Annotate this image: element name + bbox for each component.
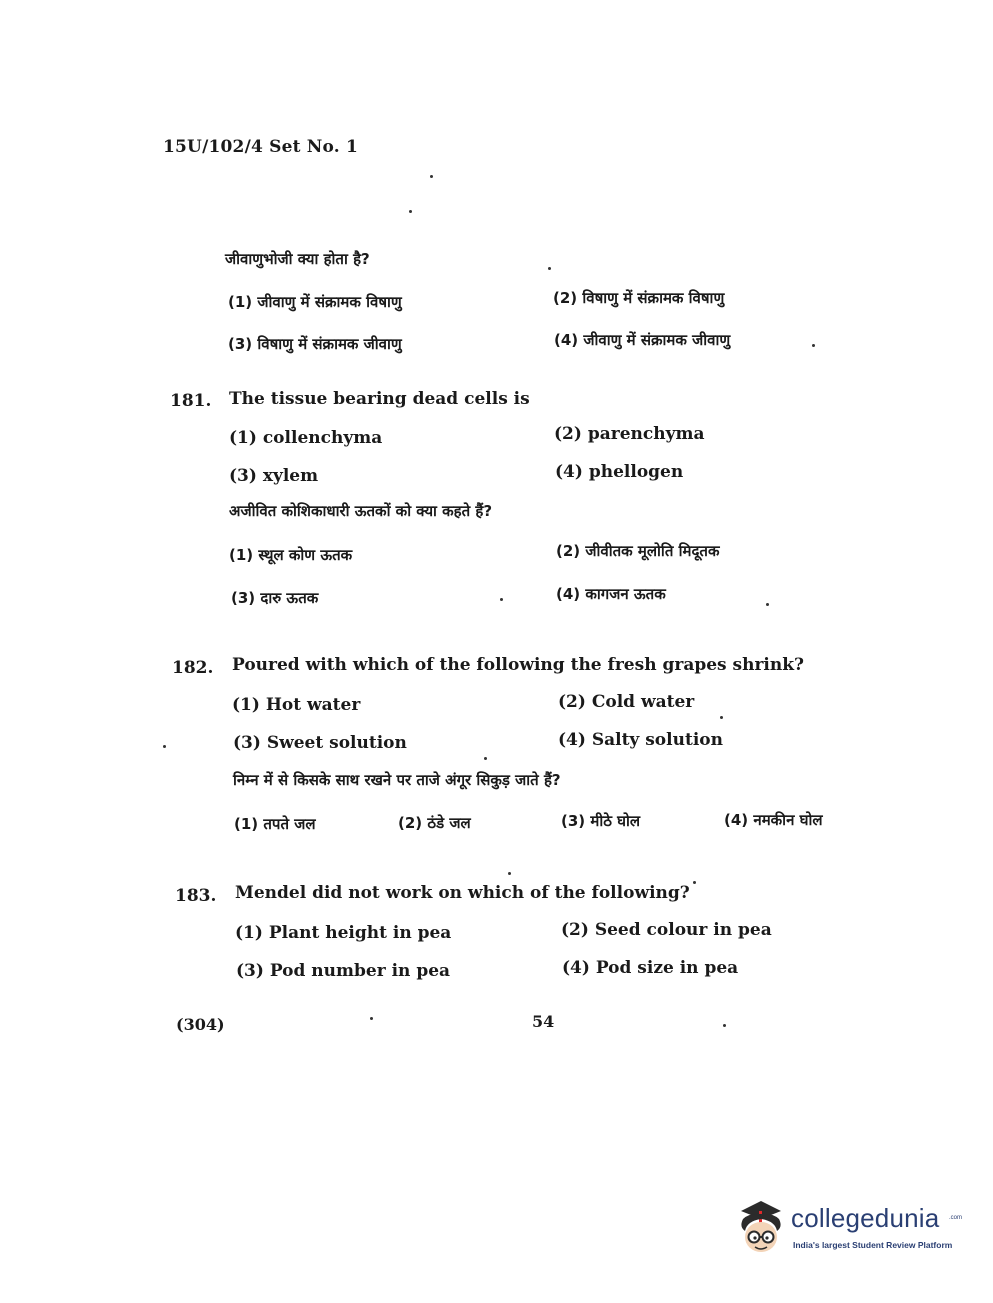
q182-option-1: (1) Hot water	[232, 695, 361, 715]
q181-option-1: (1) collenchyma	[229, 428, 383, 448]
q180-hindi-option-3: (3) विषाणु में संक्रामक जीवाणु	[228, 335, 402, 353]
scan-speck	[430, 175, 433, 178]
logo-domain: .com	[949, 1215, 963, 1221]
q181-option-3: (3) xylem	[229, 466, 319, 486]
q182-question: Poured with which of the following the fresh grapes shrink?	[232, 655, 804, 675]
q183-option-1: (1) Plant height in pea	[235, 923, 452, 943]
q183-number: 183.	[175, 886, 217, 906]
q183-question: Mendel did not work on which of the following?	[235, 883, 690, 903]
q181-option-2: (2) parenchyma	[554, 424, 705, 444]
q181-hindi-option-2: (2) जीवीतक मूलोति मिदूतक	[556, 542, 720, 560]
scan-speck	[163, 745, 166, 748]
footer-paper-code: (304)	[176, 1015, 225, 1034]
scan-speck	[693, 881, 696, 884]
scan-speck	[723, 1024, 726, 1027]
scan-speck	[370, 1017, 373, 1020]
page-number: 54	[532, 1012, 555, 1031]
q182-option-3: (3) Sweet solution	[233, 733, 407, 753]
collegedunia-logo	[733, 1197, 963, 1263]
q181-hindi-option-1: (1) स्थूल कोण ऊतक	[229, 546, 353, 564]
q182-number: 182.	[172, 658, 214, 678]
q183-option-3: (3) Pod number in pea	[236, 961, 451, 981]
scan-speck	[500, 598, 503, 601]
scan-speck	[548, 267, 551, 270]
paper-code-header: 15U/102/4 Set No. 1	[163, 137, 359, 157]
logo-tagline: India's largest Student Review Platform	[793, 1240, 953, 1250]
q180-hindi-option-2: (2) विषाणु में संक्रामक विषाणु	[553, 289, 725, 307]
scan-speck	[409, 210, 412, 213]
scan-speck	[484, 757, 487, 760]
q181-option-4: (4) phellogen	[555, 462, 684, 482]
q182-hindi-option-1: (1) तपते जल	[234, 815, 316, 833]
scan-speck	[508, 872, 511, 875]
q181-hindi-option-3: (3) दारु ऊतक	[231, 589, 319, 607]
q182-hindi-option-2: (2) ठंडे जल	[398, 814, 471, 832]
q182-hindi-option-4: (4) नमकीन घोल	[724, 811, 823, 829]
q182-hindi-question: निम्न में से किसके साथ रखने पर ताजे अंगूर सिकुड़ जाते हैं?	[233, 771, 561, 789]
q182-hindi-option-3: (3) मीठे घोल	[561, 812, 641, 830]
q182-option-2: (2) Cold water	[558, 692, 695, 712]
q181-hindi-question: अजीवित कोशिकाधारी ऊतकों को क्या कहते हैं?	[229, 502, 493, 520]
q181-number: 181.	[170, 391, 212, 411]
mascot-icon	[733, 1197, 789, 1261]
q180-hindi-question: जीवाणुभोजी क्या होता है?	[225, 250, 370, 268]
logo-wordmark: collegedunia	[791, 1203, 940, 1233]
scan-speck	[766, 603, 769, 606]
q181-question: The tissue bearing dead cells is	[229, 389, 530, 409]
q181-hindi-option-4: (4) कागजन ऊतक	[556, 585, 666, 603]
q183-option-2: (2) Seed colour in pea	[561, 920, 772, 940]
q180-hindi-option-4: (4) जीवाणु में संक्रामक जीवाणु	[554, 331, 731, 349]
scan-speck	[720, 716, 723, 719]
q182-option-4: (4) Salty solution	[558, 730, 723, 750]
scan-speck	[812, 344, 815, 347]
q180-hindi-option-1: (1) जीवाणु में संक्रामक विषाणु	[228, 293, 402, 311]
q183-option-4: (4) Pod size in pea	[562, 958, 739, 978]
